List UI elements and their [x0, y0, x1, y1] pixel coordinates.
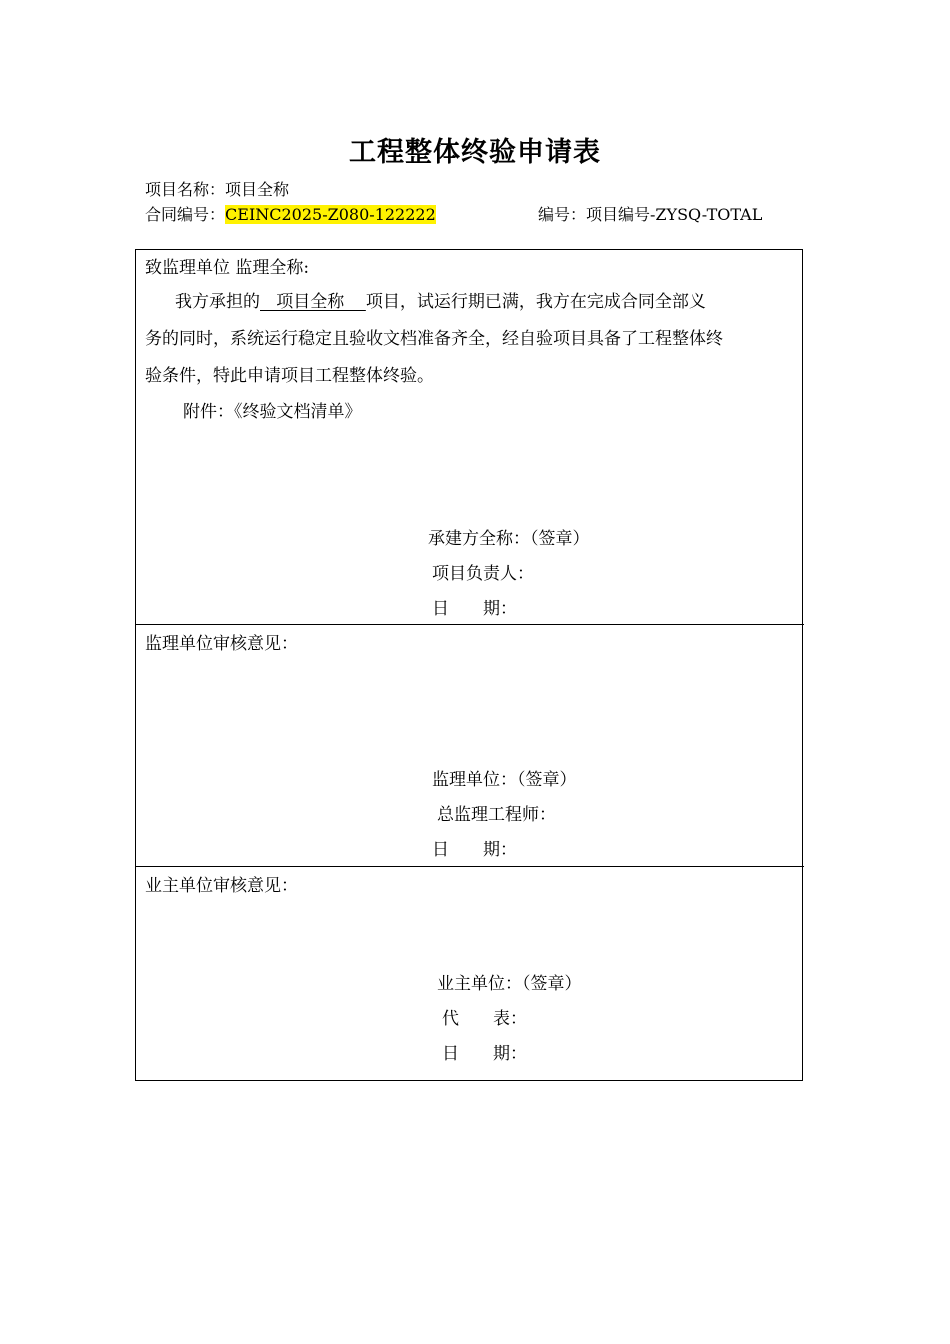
project-manager-signature: 项目负责人： [432, 564, 534, 584]
paragraph-suffix: 项目，试运行期已满，我方在完成合同全部义 [365, 292, 706, 312]
section-divider [135, 866, 804, 867]
owner-unit-signature: 业主单位：（签章） [437, 974, 582, 994]
owner-representative-signature: 代 表： [442, 1009, 527, 1029]
contractor-date: 日 期： [432, 599, 517, 619]
page-title: 工程整体终验申请表 [349, 137, 601, 168]
chief-engineer-signature: 总监理工程师： [437, 805, 556, 825]
project-name: 项目名称：项目全称 [145, 180, 290, 199]
addressee-line: 致监理单位 监理全称: [145, 258, 310, 278]
paragraph-prefix: 我方承担的 [175, 292, 260, 312]
owner-review-label: 业主单位审核意见： [145, 876, 298, 896]
owner-date: 日 期： [442, 1044, 527, 1064]
application-paragraph-line-2: 务的同时，系统运行稳定且验收文档准备齐全，经自验项目具备了工程整体终 [145, 329, 723, 349]
supervisor-review-label: 监理单位审核意见： [145, 634, 298, 654]
supervisor-unit-signature: 监理单位：（签章） [432, 770, 577, 790]
supervisor-date: 日 期： [432, 840, 517, 860]
application-paragraph-line-3: 验条件，特此申请项目工程整体终验。 [145, 366, 434, 386]
project-name-underlined: 项目全称 [260, 292, 366, 312]
application-paragraph-line-1 [175, 287, 706, 312]
contract-number: CEINC2025-Z080-122222 [225, 205, 436, 224]
contract-number-line [145, 202, 436, 225]
attachment-line: 附件：《终验文档清单》 [183, 402, 362, 422]
contractor-signature: 承建方全称：（签章） [428, 529, 590, 549]
serial-number: 编号：项目编号-ZYSQ-TOTAL [538, 205, 763, 224]
section-divider [135, 624, 804, 625]
contract-label: 合同编号： [145, 205, 226, 224]
